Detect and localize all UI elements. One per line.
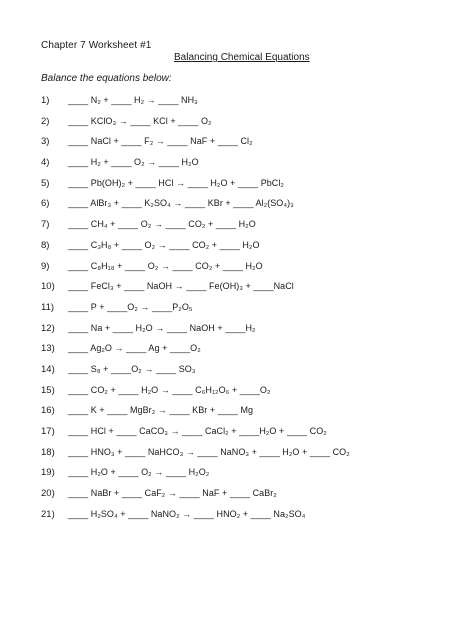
equation-number: 17) <box>41 426 55 437</box>
equation-row <box>41 447 461 468</box>
equation-row <box>41 405 461 426</box>
equation-text: ____ C₃H₈ + ____ O₂ → ____ CO₂ + ____ H₂O <box>68 239 260 250</box>
equation-row <box>41 323 461 344</box>
equation-number: 15) <box>41 384 55 396</box>
equation-row <box>41 509 461 530</box>
equation-text: ____ Ag₂O → ____ Ag + ____O₂ <box>68 343 201 354</box>
equation-number: 12) <box>41 322 55 334</box>
equation-text: ____ KClO₃ → ____ KCl + ____ O₂ <box>68 115 212 126</box>
equation-text: ____ CH₄ + ____ O₂ → ____ CO₂ + ____ H₂O <box>68 219 256 230</box>
equation-row <box>41 488 461 509</box>
equation-row <box>41 240 461 261</box>
equation-text: ____ N₂ + ____ H₂ → ____ NH₃ <box>68 95 198 105</box>
equation-text: ____ S₈ + ____O₂ → ____ SO₃ <box>68 363 196 374</box>
equation-number: 7) <box>41 219 50 231</box>
equation-number: 9) <box>41 260 50 272</box>
equation-text: ____ P + ____O₂ → ____P₂O₅ <box>68 301 193 312</box>
equation-row <box>41 467 461 488</box>
equation-row <box>41 364 461 385</box>
equation-number: 11) <box>41 301 55 313</box>
equation-row <box>41 136 461 157</box>
equation-text: ____ AlBr₃ + ____ K₂SO₄ → ____ KBr + ____ Al₂(SO₄)₃ <box>68 198 294 209</box>
instructions-text: Balance the equations below: <box>41 73 172 84</box>
equation-text: ____ FeCl₃ + ____ NaOH → ____ Fe(OH)₃ + ____NaCl <box>68 281 294 292</box>
chapter-heading: Chapter 7 Worksheet #1 <box>41 40 152 51</box>
equation-text: ____ H₂O + ____ O₂ → ____ H₂O₂ <box>68 467 210 478</box>
equation-number: 18) <box>41 446 55 458</box>
equation-row <box>41 281 461 302</box>
equation-text: ____ NaBr + ____ CaF₂ → ____ NaF + ____ CaBr₂ <box>68 488 277 499</box>
worksheet-title: Balancing Chemical Equations <box>174 52 310 63</box>
equation-row <box>41 343 461 364</box>
equation-text: ____ H₂ + ____ O₂ → ____ H₂O <box>68 157 199 168</box>
equation-number: 14) <box>41 363 55 375</box>
equation-number: 5) <box>41 177 50 189</box>
equation-text: ____ NaCl + ____ F₂ → ____ NaF + ____ Cl₂ <box>68 136 253 147</box>
equation-number: 21) <box>41 508 55 520</box>
equation-text: ____ Pb(OH)₂ + ____ HCl → ____ H₂O + ____ PbCl₂ <box>68 177 284 188</box>
equation-row <box>41 261 461 282</box>
equation-row <box>41 302 461 323</box>
equation-text: ____ CO₂ + ____ H₂O → ____ C₆H₁₂O₆ + ____O₂ <box>68 384 271 395</box>
equation-row <box>41 426 461 447</box>
equation-row <box>41 219 461 240</box>
equation-number: 19) <box>41 467 55 479</box>
equation-row <box>41 116 461 137</box>
equation-text: ____ C₈H₁₈ + ____ O₂ → ____ CO₂ + ____ H₂O <box>68 260 263 271</box>
equation-text: ____ K + ____ MgBr₂ → ____ KBr + ____ Mg <box>68 405 254 416</box>
equation-number: 20) <box>41 488 55 500</box>
equation-row <box>41 385 461 406</box>
equation-number: 13) <box>41 343 55 355</box>
equation-number: 6) <box>41 198 50 210</box>
equation-number: 4) <box>41 157 50 169</box>
equation-number: 3) <box>41 136 50 148</box>
equation-text: ____ HCl + ____ CaCO₃ → ____ CaCl₂ + ____H₂O + ____ CO₂ <box>68 426 327 436</box>
equation-number: 2) <box>41 115 50 127</box>
equation-number: 8) <box>41 239 50 251</box>
equation-row <box>41 95 461 116</box>
equation-text: ____ Na + ____ H₂O → ____ NaOH + ____H₂ <box>68 322 256 333</box>
equation-list <box>41 95 461 529</box>
equation-number: 10) <box>41 281 55 293</box>
equation-text: ____ HNO₃ + ____ NaHCO₃ → ____ NaNO₃ + ____ H₂O + ____ CO₂ <box>68 446 350 457</box>
equation-text: ____ H₂SO₄ + ____ NaNO₂ → ____ HNO₂ + ____ Na₂SO₄ <box>68 508 306 519</box>
equation-number: 16) <box>41 405 55 417</box>
equation-number: 1) <box>41 95 50 106</box>
equation-row <box>41 198 461 219</box>
equation-row <box>41 178 461 199</box>
equation-row <box>41 157 461 178</box>
